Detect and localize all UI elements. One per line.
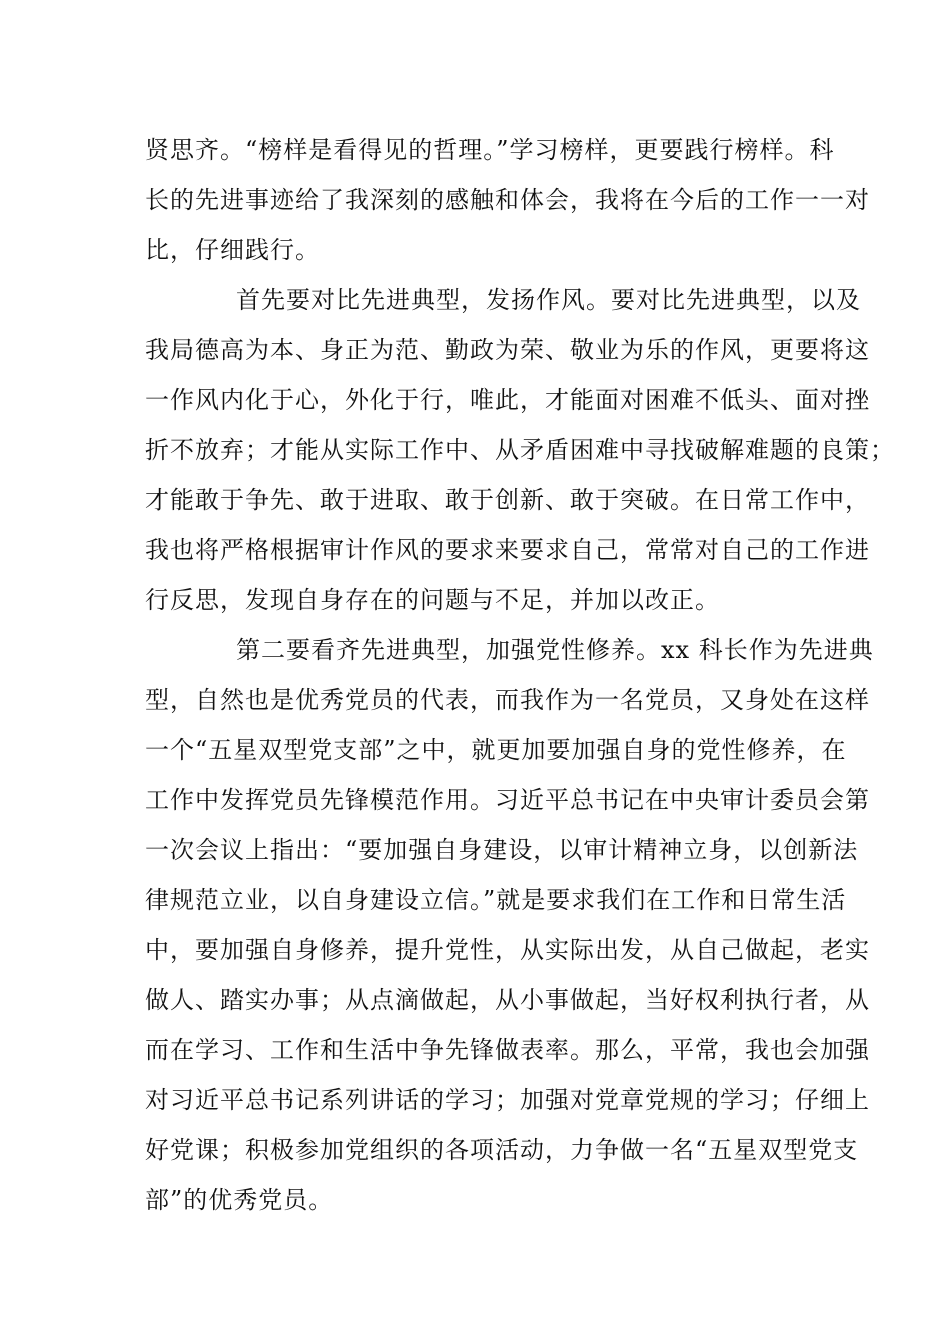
text-line: 比，仔细践行。 — [145, 236, 320, 264]
text-line: 贤思齐。“榜样是看得见的哲理。”学习榜样，更要践行榜样。科 — [145, 136, 835, 164]
text-line: 我也将严格根据审计作风的要求来要求自己，常常对自己的工作进 — [145, 536, 870, 564]
text-line: 一作风内化于心，外化于行，唯此，才能面对困难不低头、面对挫 — [145, 386, 870, 414]
text-line: 好党课；积极参加党组织的各项活动，力争做一名“五星双型党支 — [145, 1136, 859, 1164]
text-line: 一次会议上指出：“要加强自身建设，以审计精神立身，以创新法 — [145, 836, 859, 864]
text-line: 我局德高为本、身正为范、勤政为荣、敬业为乐的作风，更要将这 — [145, 336, 870, 364]
text-line: 一个“五星双型党支部”之中，就更加要加强自身的党性修养，在 — [145, 736, 847, 764]
text-line: 工作中发挥党员先锋模范作用。习近平总书记在中央审计委员会第 — [145, 786, 870, 814]
text-line: 而在学习、工作和生活中争先锋做表率。那么，平常，我也会加强 — [145, 1036, 870, 1064]
text-line: 对习近平总书记系列讲话的学习；加强对党章党规的学习；仔细上 — [145, 1086, 870, 1114]
text-line: 长的先进事迹给了我深刻的感触和体会，我将在今后的工作一一对 — [145, 186, 870, 214]
text-line: 型，自然也是优秀党员的代表，而我作为一名党员，又身处在这样 — [145, 686, 870, 714]
text-line: 中，要加强自身修养，提升党性，从实际出发，从自己做起，老实 — [145, 936, 870, 964]
text-line: 律规范立业，以自身建设立信。”就是要求我们在工作和日常生活 — [145, 886, 847, 914]
text-line: 行反思，发现自身存在的问题与不足，并加以改正。 — [145, 586, 720, 614]
text-line: 才能敢于争先、敢于进取、敢于创新、敢于突破。在日常工作中， — [145, 486, 870, 514]
paragraph-first-line: 首先要对比先进典型，发扬作风。要对比先进典型，以及 — [236, 286, 861, 314]
text-line: 部”的优秀党员。 — [145, 1186, 334, 1214]
text-line: 做人、踏实办事；从点滴做起，从小事做起，当好权利执行者，从 — [145, 986, 870, 1014]
text-line: 折不放弃；才能从实际工作中、从矛盾困难中寻找破解难题的良策； — [145, 436, 895, 464]
paragraph-first-line: 第二要看齐先进典型，加强党性修养。xx 科长作为先进典 — [236, 636, 874, 664]
